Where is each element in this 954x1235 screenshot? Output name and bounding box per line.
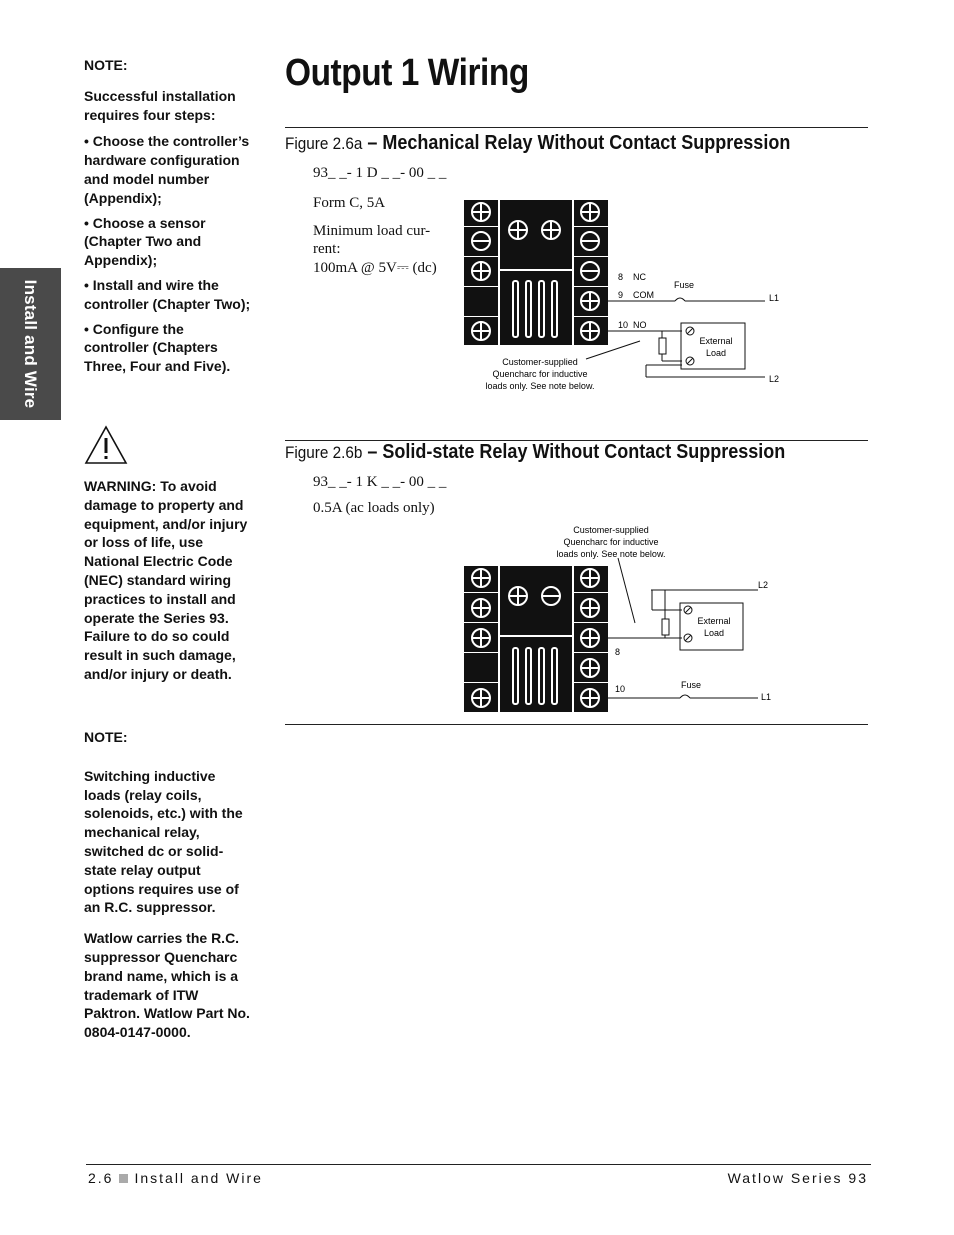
line-l1-label: L1 bbox=[761, 692, 772, 702]
note2-heading: NOTE: bbox=[84, 729, 128, 745]
figure-a-minload-1: Minimum load cur- bbox=[313, 223, 431, 239]
note-suppressor bbox=[84, 728, 252, 1054]
terminal-9-number: 9 bbox=[618, 290, 624, 300]
terminal-block bbox=[464, 566, 608, 712]
terminal-block bbox=[464, 200, 608, 345]
note2-para1: Switching inductive loads (relay coils, solenoids, etc.) with the mechanical relay, switched dc or solid-state relay output options requires use of an R.C. suppressor. bbox=[84, 767, 243, 916]
page-title: Output 1 Wiring bbox=[285, 52, 529, 94]
footer-page-number: 2.6 bbox=[88, 1170, 114, 1186]
terminal-10-number: 10 bbox=[615, 684, 626, 694]
warning-triangle-icon bbox=[84, 424, 128, 466]
footer-product: Watlow Series 93 bbox=[727, 1170, 868, 1186]
fuse-label: Fuse bbox=[674, 280, 695, 290]
note-bullet: • Choose a sensor (Chapter Two and Appendix); bbox=[84, 214, 206, 269]
figure-a-minload-2: rent: bbox=[313, 241, 341, 257]
external-load-label-2: Load bbox=[705, 348, 727, 358]
divider bbox=[285, 127, 868, 128]
figure-b-wiring-diagram bbox=[460, 520, 790, 715]
footer-left bbox=[88, 1170, 263, 1186]
external-load-label-2: Load bbox=[703, 628, 725, 638]
figure-b-title bbox=[285, 441, 785, 464]
note2-para2: Watlow carries the R.C. suppressor Quencharc brand name, which is a trademark of ITW Paktron. Watlow Part No. 0804-0147-0000. bbox=[84, 930, 250, 1041]
figure-a-number: Figure 2.6a bbox=[285, 134, 363, 153]
figure-a-title bbox=[285, 132, 790, 155]
fuse-label: Fuse bbox=[681, 680, 702, 690]
terminal-9-label: COM bbox=[633, 290, 654, 300]
note-intro: Successful installation requires four steps: bbox=[84, 87, 236, 123]
figure-a-model: 93_ _- 1 D _ _- 00 _ _ bbox=[313, 165, 447, 181]
external-load-label: External bbox=[697, 616, 731, 626]
note-heading: NOTE: bbox=[84, 57, 128, 73]
figure-b-number: Figure 2.6b bbox=[285, 443, 363, 462]
warning-text: WARNING: To avoid damage to property and equipment, and/or injury or loss of life, use National Electric Code (NEC) standard wiring practices to install and operate the Series 93. Failure to do so could result in such damage, and/or injury or death. bbox=[84, 478, 248, 682]
figure-b-rating: 0.5A (ac loads only) bbox=[313, 500, 435, 516]
terminal-8-number: 8 bbox=[618, 272, 624, 282]
quencharc-callout-1: Customer-supplied bbox=[573, 525, 649, 535]
warning-block bbox=[84, 477, 252, 696]
figure-b-caption: – Solid-state Relay Without Contact Suppression bbox=[362, 441, 786, 463]
line-l2-label: L2 bbox=[758, 580, 769, 590]
terminal-8-label: NC bbox=[633, 272, 646, 282]
note-bullet: • Install and wire the controller (Chapter Two); bbox=[84, 276, 251, 312]
divider bbox=[285, 724, 868, 725]
terminal-10-number: 10 bbox=[618, 320, 629, 330]
quencharc-callout-2: Quencharc for inductive bbox=[563, 537, 659, 547]
side-tab-label: Install and Wire bbox=[21, 279, 40, 409]
note-bullet: • Choose the controller’s hardware configuration and model number (Appendix); bbox=[84, 133, 250, 206]
terminal-10-label: NO bbox=[633, 320, 647, 330]
side-tab bbox=[0, 268, 61, 420]
square-bullet-icon bbox=[119, 1174, 128, 1183]
figure-a-form: Form C, 5A bbox=[313, 195, 386, 211]
quencharc-callout-2: Quencharc for inductive bbox=[492, 369, 588, 379]
note-steps bbox=[84, 56, 252, 388]
quencharc-callout-3: loads only. See note below. bbox=[556, 549, 666, 559]
footer-section: Install and Wire bbox=[134, 1170, 263, 1186]
line-l2-label: L2 bbox=[769, 374, 780, 384]
note-bullet: • Configure the controller (Chapters Three, Four and Five). bbox=[84, 320, 231, 375]
external-load-label: External bbox=[699, 336, 733, 346]
terminal-8-number: 8 bbox=[615, 647, 621, 657]
quencharc-callout-3: loads only. See note below. bbox=[485, 381, 595, 391]
figure-a-minload-3: 100mA @ 5V⎓ (dc) bbox=[313, 260, 437, 276]
figure-a-caption: – Mechanical Relay Without Contact Suppression bbox=[362, 132, 791, 154]
line-l1-label: L1 bbox=[769, 293, 780, 303]
figure-b-model: 93_ _- 1 K _ _- 00 _ _ bbox=[313, 474, 447, 490]
figure-a-wiring-diagram bbox=[460, 195, 790, 395]
quencharc-callout-1: Customer-supplied bbox=[502, 357, 578, 367]
footer-rule bbox=[86, 1164, 871, 1165]
